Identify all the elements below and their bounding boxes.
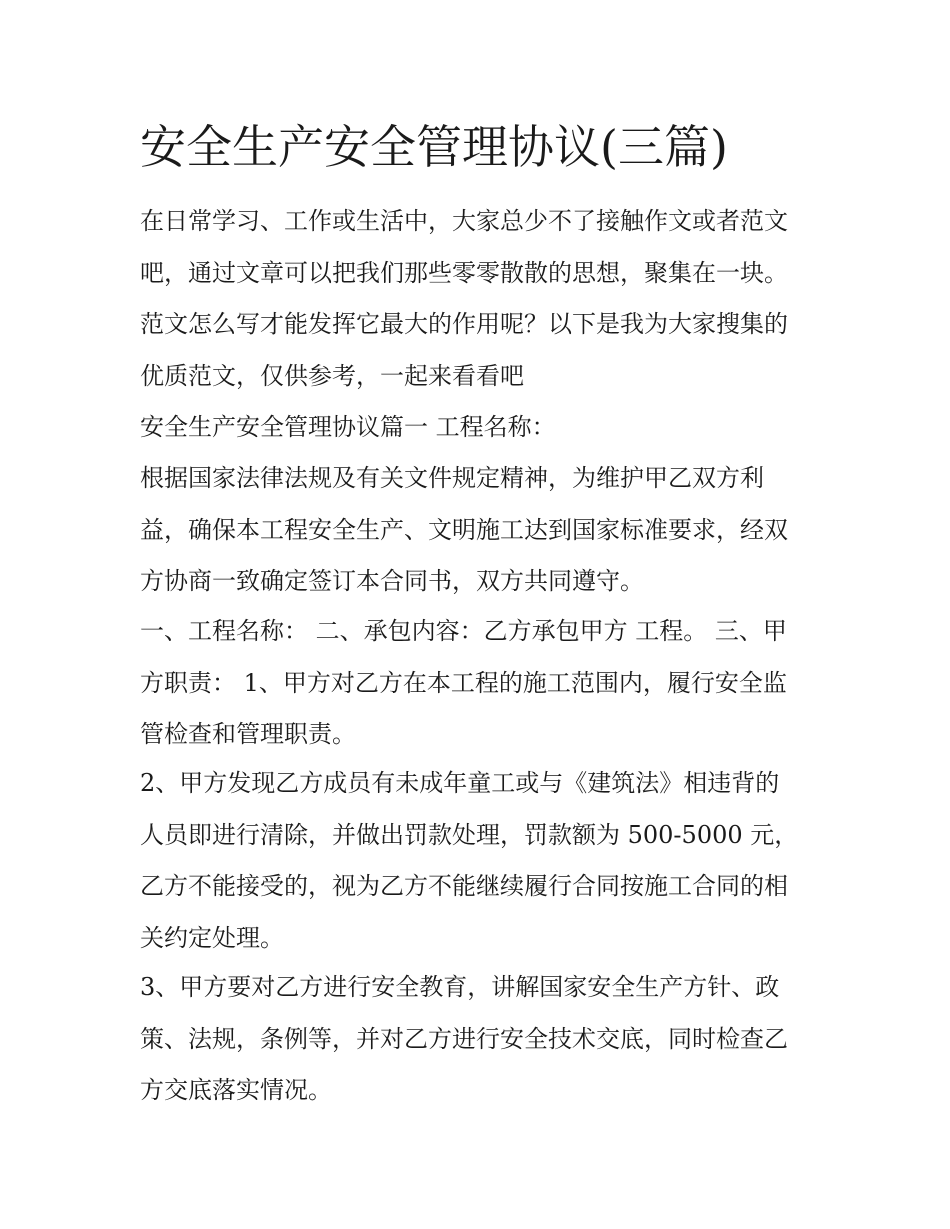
- paragraph-item-3: [140, 962, 820, 1117]
- document-title: 安全生产安全管理协议(三篇): [140, 120, 728, 174]
- text-line: 管检查和管理职责。: [140, 720, 356, 748]
- text-line: 人员即进行清除，并做出罚款处理，罚款额为 500-5000 元，: [140, 820, 799, 849]
- paragraph-preamble: [140, 453, 820, 608]
- paragraph-clauses: [140, 606, 820, 761]
- paragraph-item-2: [140, 758, 820, 964]
- text-line: 优质范文，仅供参考，一起来看看吧: [140, 361, 524, 390]
- text-line: 范文怎么写才能发挥它最大的作用呢？以下是我为大家搜集的: [140, 310, 788, 338]
- text-line: 吧，通过文章可以把我们那些零零散散的思想，聚集在一块。: [140, 258, 788, 287]
- paragraph-intro: [140, 196, 820, 402]
- text-line: 根据国家法律法规及有关文件规定精神，为维护甲乙双方利: [140, 464, 764, 492]
- text-line: 关约定处理。: [140, 923, 284, 952]
- text-line: 乙方不能接受的，视为乙方不能继续履行合同按施工合同的相: [140, 872, 788, 900]
- text-line: 安全生产安全管理协议篇一 工程名称：: [140, 413, 556, 441]
- text-line: 方职责： 1、甲方对乙方在本工程的施工范围内，履行安全监: [140, 668, 787, 697]
- section-heading-one: [140, 402, 820, 454]
- text-line: 益，确保本工程安全生产、文明施工达到国家标准要求，经双: [140, 515, 788, 544]
- text-line: 方交底落实情况。: [140, 1076, 332, 1104]
- text-line: 2、甲方发现乙方成员有未成年童工或与《建筑法》相违背的: [140, 769, 780, 797]
- text-line: 策、法规，条例等，并对乙方进行安全技术交底，同时检查乙: [140, 1024, 788, 1053]
- text-line: 方协商一致确定签订本合同书，双方共同遵守。: [140, 567, 644, 595]
- text-line: 在日常学习、工作或生活中，大家总少不了接触作文或者范文: [140, 207, 788, 235]
- text-line: 一、工程名称： 二、承包内容：乙方承包甲方 工程。 三、甲: [140, 617, 787, 645]
- text-line: 3、甲方要对乙方进行安全教育，讲解国家安全生产方针、政: [140, 973, 780, 1001]
